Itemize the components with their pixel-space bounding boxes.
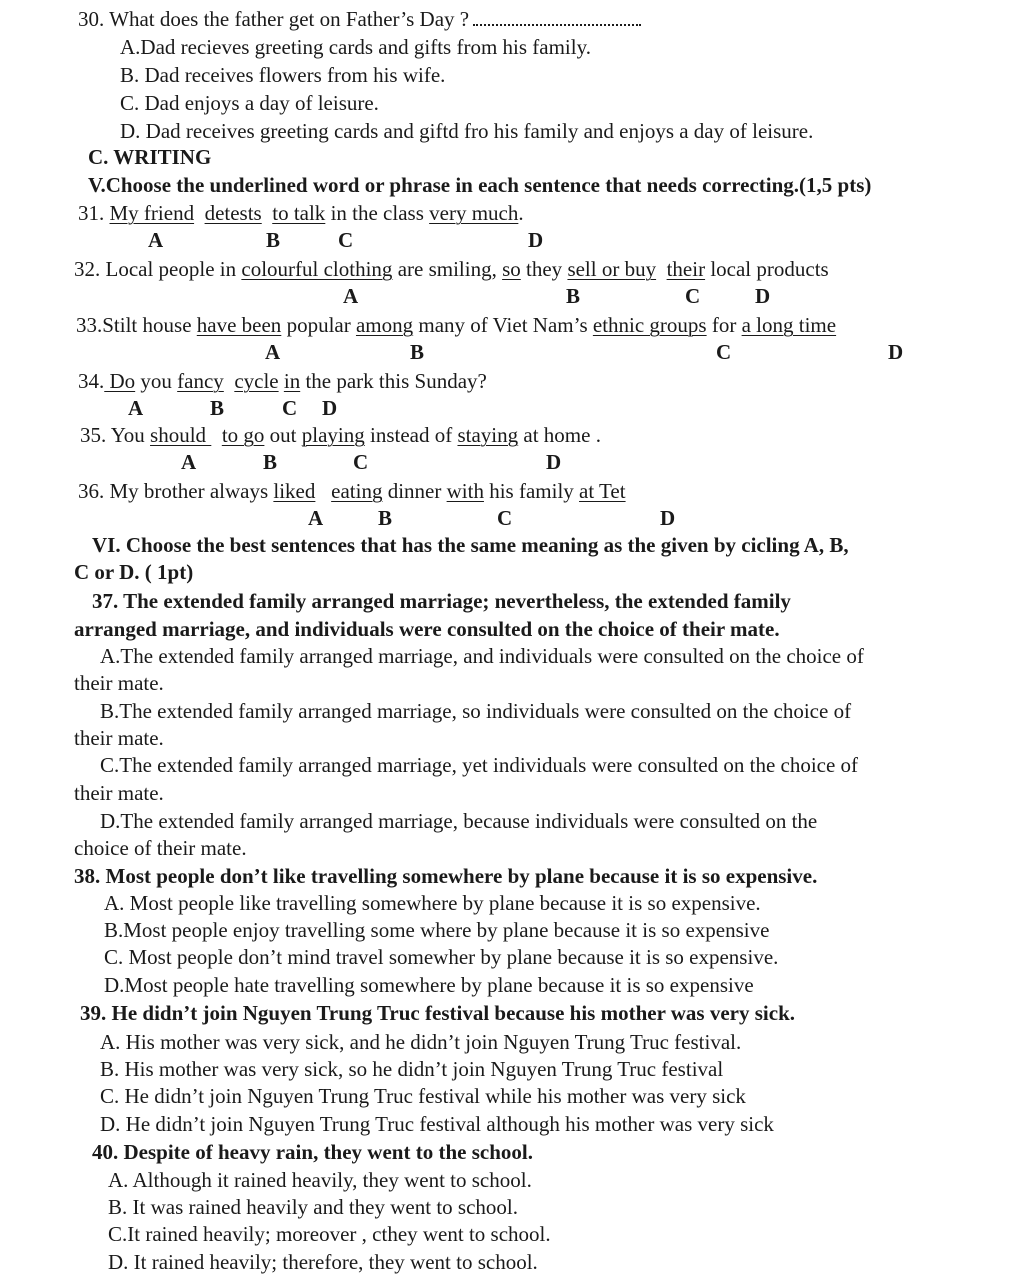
q31-sentence — [78, 200, 524, 226]
q37-stem: 37. The extended family arranged marriage; nevertheless, the extended family — [92, 589, 791, 613]
q31-end: . — [518, 201, 524, 225]
q36-part-d[interactable]: at Tet — [579, 479, 626, 503]
q33-label-a: A — [265, 340, 281, 364]
q36-label-b: B — [378, 506, 393, 530]
q32-text-3: local products — [705, 257, 829, 281]
q34-label-d: D — [322, 396, 338, 420]
q38-stem: 38. Most people don’t like travelling somewhere by plane because it is so expensive. — [74, 864, 818, 888]
q34-text-1: you — [135, 369, 178, 393]
section-vi-instructions-cont: C or D. ( 1pt) — [74, 560, 194, 584]
q35-part-c[interactable]: playing — [301, 423, 365, 447]
q32-label-d: D — [755, 284, 771, 308]
q34-part-b[interactable]: fancy — [177, 369, 224, 393]
q30-option-b: B. Dad receives flowers from his wife. — [120, 63, 446, 87]
q35-label-a: A — [181, 450, 197, 474]
q37-option-b: B.The extended family arranged marriage, so individuals were consulted on the choice of — [100, 699, 852, 723]
q36-num: 36. My brother always — [78, 479, 274, 503]
q34-num: 34. — [78, 369, 105, 393]
q32-sentence — [74, 256, 829, 282]
q35-text-3: at home . — [518, 423, 601, 447]
q33-text-1: popular — [281, 313, 356, 337]
q37-stem-cont: arranged marriage, and individuals were consulted on the choice of their mate. — [74, 617, 780, 641]
q40-option-c: C.It rained heavily; moreover , cthey went to school. — [108, 1222, 551, 1246]
q30-option-d: D. Dad receives greeting cards and giftd fro his family and enjoys a day of leisure. — [120, 119, 814, 143]
q38-option-c: C. Most people don’t mind travel somewher by plane because it is so expensive. — [104, 945, 779, 969]
q31-part-a[interactable]: My friend — [109, 201, 195, 225]
q36-label-c: C — [497, 506, 513, 530]
section-vi-instructions: VI. Choose the best sentences that has the same meaning as the given by cicling A, B, — [92, 533, 849, 557]
q31-label-d: D — [528, 228, 544, 252]
section-v-instructions: V.Choose the underlined word or phrase in each sentence that needs correcting.(1,5 pts) — [88, 173, 872, 197]
q36-part-a[interactable]: liked — [273, 479, 316, 503]
q39-option-b: B. His mother was very sick, so he didn’t join Nguyen Trung Truc festival — [100, 1057, 724, 1081]
q34-part-c[interactable]: cycle — [234, 369, 279, 393]
q32-label-c: C — [685, 284, 701, 308]
q31-part-c[interactable]: to talk — [272, 201, 326, 225]
q35-part-a[interactable]: should — [150, 423, 212, 447]
q35-part-b[interactable]: to go — [221, 423, 265, 447]
q38-option-a: A. Most people like travelling somewhere by plane because it is so expensive. — [104, 891, 761, 915]
q32-text-2: they — [520, 257, 568, 281]
q35-label-d: D — [546, 450, 562, 474]
q33-part-b[interactable]: among — [355, 313, 414, 337]
q35-text-2: instead of — [364, 423, 458, 447]
q36-part-b[interactable]: eating — [331, 479, 383, 503]
q33-part-d[interactable]: a long time — [741, 313, 837, 337]
q31-part-d[interactable]: very much — [429, 201, 519, 225]
q40-option-d: D. It rained heavily; therefore, they went to school. — [108, 1250, 538, 1274]
q30-option-c: C. Dad enjoys a day of leisure. — [120, 91, 379, 115]
q31-num: 31. — [78, 201, 110, 225]
q34-label-b: B — [210, 396, 225, 420]
q32-label-a: A — [343, 284, 359, 308]
q38-option-b: B.Most people enjoy travelling some where by plane because it is so expensive — [104, 918, 770, 942]
q30-option-a: A.Dad recieves greeting cards and gifts from his family. — [120, 35, 591, 59]
q33-part-a[interactable]: have been — [196, 313, 282, 337]
q31-part-b[interactable]: detests — [204, 201, 262, 225]
q33-text-2: many of Viet Nam’s — [413, 313, 593, 337]
q31-text: in the class — [325, 201, 430, 225]
q36-sentence — [78, 478, 626, 504]
q35-sentence — [80, 422, 601, 448]
q37-option-a: A.The extended family arranged marriage, and individuals were consulted on the choice of — [100, 644, 864, 668]
q35-num: 35. You — [80, 423, 151, 447]
q36-part-c[interactable]: with — [446, 479, 484, 503]
q39-option-d: D. He didn’t join Nguyen Trung Truc festival although his mother was very sick — [100, 1112, 774, 1136]
q40-stem: 40. Despite of heavy rain, they went to the school. — [92, 1140, 533, 1164]
q37-option-c-cont: their mate. — [74, 781, 164, 805]
q32-label-b: B — [566, 284, 581, 308]
answer-blank[interactable] — [473, 10, 641, 26]
q39-option-c: C. He didn’t join Nguyen Trung Truc festival while his mother was very sick — [100, 1084, 746, 1108]
q30-stem-text: 30. What does the father get on Father’s Day ? — [78, 7, 470, 31]
q34-part-d[interactable]: in — [283, 369, 301, 393]
q40-option-a: A. Although it rained heavily, they went to school. — [108, 1168, 532, 1192]
q35-label-b: B — [263, 450, 278, 474]
q36-text-1: dinner — [382, 479, 447, 503]
q37-option-c: C.The extended family arranged marriage, yet individuals were consulted on the choice of — [100, 753, 859, 777]
q32-part-a[interactable]: colourful clothing — [241, 257, 393, 281]
q30-stem — [78, 6, 641, 32]
q34-text-2: the park this Sunday? — [300, 369, 487, 393]
q31-label-a: A — [148, 228, 164, 252]
q31-label-b: B — [266, 228, 281, 252]
q34-part-a[interactable]: Do — [104, 369, 136, 393]
q32-num: 32. Local people in — [74, 257, 242, 281]
q32-text-1: are smiling, — [392, 257, 503, 281]
q40-option-b: B. It was rained heavily and they went to school. — [108, 1195, 518, 1219]
q32-part-d[interactable]: their — [666, 257, 706, 281]
q35-part-d[interactable]: staying — [457, 423, 519, 447]
q36-text-2: his family — [483, 479, 580, 503]
q37-option-b-cont: their mate. — [74, 726, 164, 750]
q37-option-d: D.The extended family arranged marriage, because individuals were consulted on the — [100, 809, 818, 833]
q37-option-a-cont: their mate. — [74, 671, 164, 695]
q33-text-3: for — [706, 313, 742, 337]
q34-label-c: C — [282, 396, 298, 420]
q31-label-c: C — [338, 228, 354, 252]
q33-label-c: C — [716, 340, 732, 364]
q35-text-1: out — [264, 423, 302, 447]
q39-option-a: A. His mother was very sick, and he didn’t join Nguyen Trung Truc festival. — [100, 1030, 742, 1054]
q38-option-d: D.Most people hate travelling somewhere by plane because it is so expensive — [104, 973, 754, 997]
q34-label-a: A — [128, 396, 144, 420]
q33-num: 33.Stilt house — [76, 313, 197, 337]
q33-label-d: D — [888, 340, 904, 364]
q32-part-c[interactable]: sell or buy — [567, 257, 657, 281]
q36-label-a: A — [308, 506, 324, 530]
q34-sentence — [78, 368, 487, 394]
q32-part-b[interactable]: so — [502, 257, 521, 281]
q37-option-d-cont: choice of their mate. — [74, 836, 247, 860]
q35-label-c: C — [353, 450, 369, 474]
q33-label-b: B — [410, 340, 425, 364]
q36-label-d: D — [660, 506, 676, 530]
q39-stem: 39. He didn’t join Nguyen Trung Truc festival because his mother was very sick. — [80, 1001, 795, 1025]
q33-sentence — [76, 312, 836, 338]
section-writing-heading: C. WRITING — [88, 145, 212, 169]
q33-part-c[interactable]: ethnic groups — [592, 313, 707, 337]
